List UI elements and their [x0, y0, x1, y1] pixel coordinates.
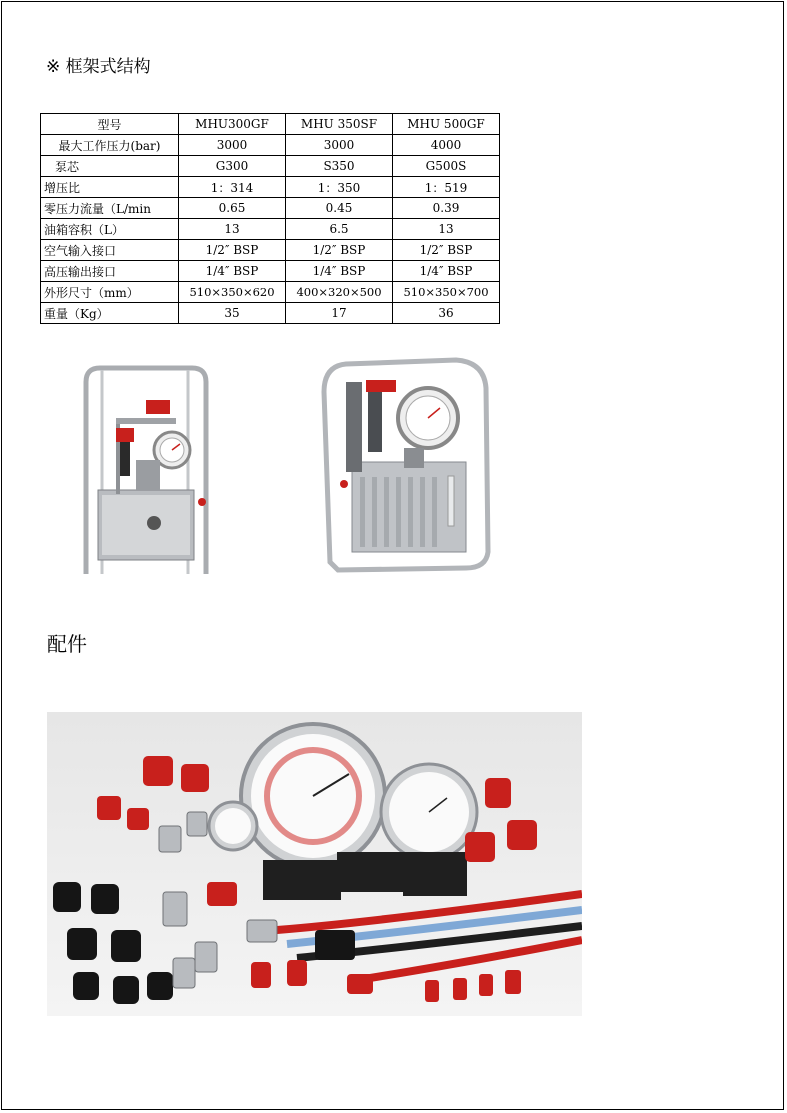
- table-header-cell: MHU300GF: [179, 114, 286, 135]
- table-cell: 1/2″ BSP: [393, 240, 500, 261]
- table-cell: 36: [393, 303, 500, 324]
- pump-unit-photo-2: [316, 352, 494, 574]
- table-cell: 510×350×620: [179, 282, 286, 303]
- table-cell: 0.39: [393, 198, 500, 219]
- table-cell: G300: [179, 156, 286, 177]
- table-row: [41, 135, 500, 156]
- table-cell: 510×350×700: [393, 282, 500, 303]
- table-cell: 零压力流量（L/min: [41, 198, 179, 219]
- table-row: [41, 198, 500, 219]
- table-cell: 油箱容积（L）: [41, 219, 179, 240]
- table-row: [41, 282, 500, 303]
- section-title-accessories: 配件: [47, 632, 87, 656]
- table-cell: 6.5: [286, 219, 393, 240]
- table-cell: 泵芯: [41, 156, 179, 177]
- table-row: [41, 261, 500, 282]
- table-cell: 0.45: [286, 198, 393, 219]
- table-row: [41, 303, 500, 324]
- table-cell: 1/2″ BSP: [286, 240, 393, 261]
- table-cell: 1/4″ BSP: [286, 261, 393, 282]
- table-cell: 0.65: [179, 198, 286, 219]
- table-row: [41, 156, 500, 177]
- table-header-cell: MHU 500GF: [393, 114, 500, 135]
- spec-table: [40, 113, 500, 324]
- table-cell: 1：350: [286, 177, 393, 198]
- table-row: [41, 240, 500, 261]
- table-cell: 增压比: [41, 177, 179, 198]
- table-row: [41, 177, 500, 198]
- section-title-frame-structure: ※ 框架式结构: [46, 57, 151, 77]
- accessories-photo: [47, 712, 582, 1016]
- table-cell: 1：314: [179, 177, 286, 198]
- table-cell: S350: [286, 156, 393, 177]
- table-header-cell: 型号: [41, 114, 179, 135]
- table-cell: 重量（Kg）: [41, 303, 179, 324]
- table-cell: 1/4″ BSP: [179, 261, 286, 282]
- table-cell: 3000: [179, 135, 286, 156]
- table-cell: 1/2″ BSP: [179, 240, 286, 261]
- table-header-cell: MHU 350SF: [286, 114, 393, 135]
- table-cell: 13: [393, 219, 500, 240]
- table-cell: 高压输出接口: [41, 261, 179, 282]
- table-cell: 400×320×500: [286, 282, 393, 303]
- table-cell: 1/4″ BSP: [393, 261, 500, 282]
- pump-unit-photo-1: [76, 360, 216, 578]
- table-cell: G500S: [393, 156, 500, 177]
- table-cell: 3000: [286, 135, 393, 156]
- table-cell: 最大工作压力(bar): [41, 135, 179, 156]
- table-cell: 4000: [393, 135, 500, 156]
- table-cell: 1：519: [393, 177, 500, 198]
- table-cell: 空气输入接口: [41, 240, 179, 261]
- table-cell: 35: [179, 303, 286, 324]
- table-header-row: [41, 114, 500, 135]
- table-cell: 17: [286, 303, 393, 324]
- table-cell: 外形尺寸（mm）: [41, 282, 179, 303]
- table-cell: 13: [179, 219, 286, 240]
- table-row: [41, 219, 500, 240]
